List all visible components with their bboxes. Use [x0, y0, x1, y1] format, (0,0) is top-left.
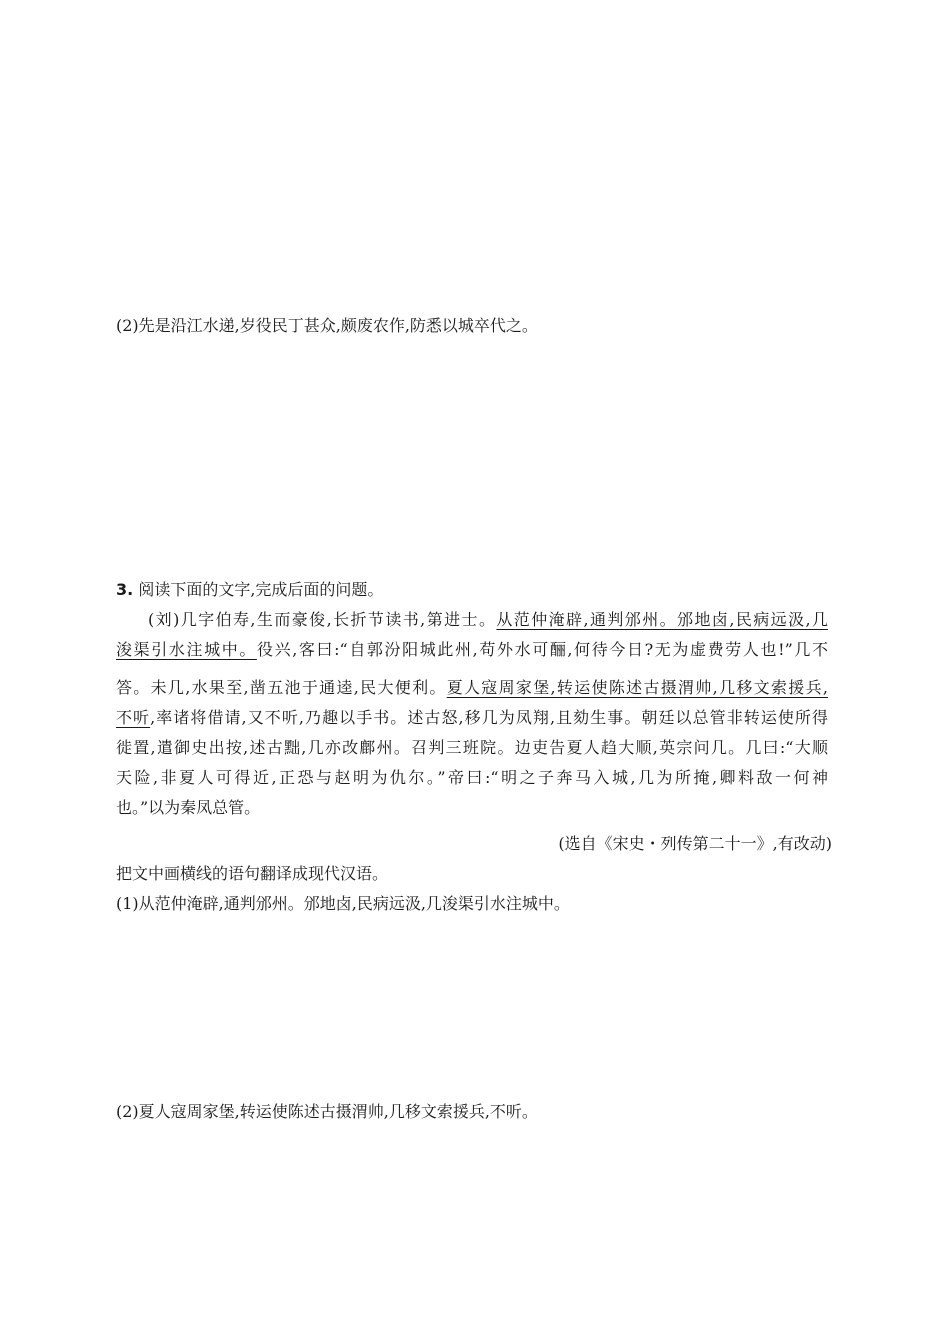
underlined-sentence-2-end: 不听	[116, 708, 151, 727]
question-3-item-2: (2)夏人寇周家堡,转运使陈述古摄渭帅,几移文索援兵,不听。	[116, 1102, 538, 1121]
passage-line: (刘)几字伯寿,生而豪俊,长折节读书,第进士。从范仲淹辟,通判邠州。邠地卤,民病远汲,几	[148, 610, 828, 629]
source-citation: (选自《宋史・列传第二十一》,有改动)	[558, 834, 832, 853]
passage-line: 答。未几,水果至,凿五池于通逵,民大便利。夏人寇周家堡,转运使陈述古摄渭帅,几移文索援兵,	[116, 678, 828, 697]
passage-line: 不听,率诸将借请,又不听,乃趣以手书。述古怒,移几为凤翔,且劾生事。朝廷以总管非转运使所得	[116, 708, 828, 727]
passage-line: 浚渠引水注城中。役兴,客曰:“自郭汾阳城此州,苟外水可酾,何待今日?无为虚费劳人也!”几不	[116, 640, 828, 659]
question-number: 3.	[116, 580, 134, 599]
underlined-sentence-1: 从范仲淹辟,通判邠州。邠地卤,民病远汲,几	[496, 610, 828, 629]
question-instruction: 阅读下面的文字,完成后面的问题。	[138, 580, 384, 599]
question-2-item-2: (2)先是沿江水递,岁役民丁甚众,颇废农作,防悉以城卒代之。	[116, 316, 538, 335]
passage-line: 徙置,遣御史出按,述古黜,几亦改鄜州。召判三班院。边吏告夏人趋大顺,英宗问几。几曰:“大顺	[116, 738, 828, 757]
question-3-item-1: (1)从范仲淹辟,通判邠州。邠地卤,民病远汲,几浚渠引水注城中。	[116, 894, 570, 913]
underlined-sentence-2: 夏人寇周家堡,转运使陈述古摄渭帅,几移文索援兵,	[446, 678, 828, 697]
passage-line: 天险,非夏人可得近,正恐与赵明为仇尔。”帝曰:“明之子奔马入城,几为所掩,卿料敌一何神	[116, 768, 828, 787]
question-3-header	[116, 578, 383, 602]
underlined-sentence-1-end: 浚渠引水注城中。	[116, 640, 257, 659]
translation-task: 把文中画横线的语句翻译成现代汉语。	[116, 864, 389, 883]
passage-line: 也。”以为秦凤总管。	[116, 798, 261, 817]
